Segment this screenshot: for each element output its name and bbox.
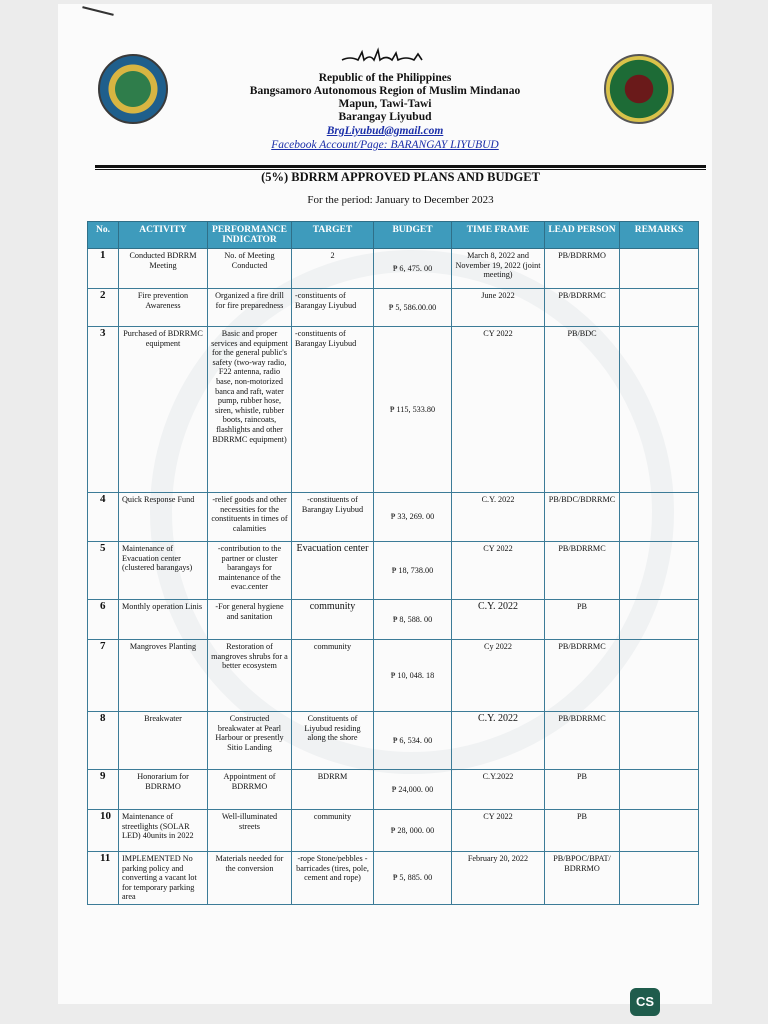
cell-timeframe: CY 2022 bbox=[452, 542, 545, 600]
cell-no: 11 bbox=[88, 852, 119, 905]
cell-activity: Breakwater bbox=[119, 712, 208, 770]
table-row bbox=[88, 810, 699, 852]
cell-lead: PB/BDRRMO bbox=[545, 249, 620, 289]
cell-activity: Purchased of BDRRMC equipment bbox=[119, 327, 208, 493]
table-row bbox=[88, 327, 699, 493]
cell-indicator: Well-illuminated streets bbox=[208, 810, 292, 852]
cell-timeframe: C.Y. 2022 bbox=[452, 493, 545, 542]
cell-no: 9 bbox=[88, 770, 119, 810]
document-title: (5%) BDRRM APPROVED PLANS AND BUDGET bbox=[261, 170, 540, 184]
cell-budget: ₱ 24,000. 00 bbox=[374, 770, 452, 810]
cell-remarks bbox=[620, 327, 699, 493]
cell-indicator: Appointment of BDRRMO bbox=[208, 770, 292, 810]
cell-target: community bbox=[292, 810, 374, 852]
cell-activity: Monthly operation Linis bbox=[119, 600, 208, 640]
cell-activity: Mangroves Planting bbox=[119, 640, 208, 712]
column-header-remarks: REMARKS bbox=[620, 222, 699, 249]
cell-target: Evacuation center bbox=[292, 542, 374, 600]
cell-timeframe: C.Y.2022 bbox=[452, 770, 545, 810]
cell-indicator: Restoration of mangroves shrubs for a better ecosystem bbox=[208, 640, 292, 712]
cell-timeframe: C.Y. 2022 bbox=[452, 600, 545, 640]
table-row bbox=[88, 640, 699, 712]
cell-target: BDRRM bbox=[292, 770, 374, 810]
cell-timeframe: March 8, 2022 and November 19, 2022 (joint meeting) bbox=[452, 249, 545, 289]
cell-no: 1 bbox=[88, 249, 119, 289]
cell-lead: PB/BPOC/BPAT/ BDRRMO bbox=[545, 852, 620, 905]
cell-timeframe: C.Y. 2022 bbox=[452, 712, 545, 770]
cell-budget: ₱ 6, 475. 00 bbox=[374, 249, 452, 289]
cell-budget: ₱ 5, 586.00.00 bbox=[374, 289, 452, 327]
cell-timeframe: February 20, 2022 bbox=[452, 852, 545, 905]
cell-budget: ₱ 8, 588. 00 bbox=[374, 600, 452, 640]
column-header-timeframe: TIME FRAME bbox=[452, 222, 545, 249]
cell-budget: ₱ 115, 533.80 bbox=[374, 327, 452, 493]
cell-remarks bbox=[620, 600, 699, 640]
cell-budget: ₱ 6, 534. 00 bbox=[374, 712, 452, 770]
cell-activity: Honorarium for BDRRMO bbox=[119, 770, 208, 810]
cell-remarks bbox=[620, 542, 699, 600]
barangay-seal-icon bbox=[98, 54, 168, 124]
cell-target: Constituents of Liyubud residing along the shore bbox=[292, 712, 374, 770]
cell-remarks bbox=[620, 852, 699, 905]
column-header-no: No. bbox=[88, 222, 119, 249]
header-email-link[interactable]: BrgLiyubud@gmail.com bbox=[326, 125, 444, 137]
cell-lead: PB/BDC/BDRRMC bbox=[545, 493, 620, 542]
cell-remarks bbox=[620, 289, 699, 327]
column-header-lead: LEAD PERSON bbox=[545, 222, 620, 249]
cell-no: 3 bbox=[88, 327, 119, 493]
header-region: Bangsamoro Autonomous Region of Muslim Mindanao bbox=[249, 85, 521, 97]
cell-lead: PB bbox=[545, 600, 620, 640]
header-municipality: Mapun, Tawi-Tawi bbox=[338, 98, 432, 110]
cell-activity: Conducted BDRRM Meeting bbox=[119, 249, 208, 289]
cell-no: 8 bbox=[88, 712, 119, 770]
cell-activity: IMPLEMENTED No parking policy and converting a vacant lot for temporary parking area bbox=[119, 852, 208, 905]
bangsamoro-seal-icon bbox=[604, 54, 674, 124]
table-row bbox=[88, 600, 699, 640]
cell-remarks bbox=[620, 712, 699, 770]
cell-lead: PB/BDRRMC bbox=[545, 640, 620, 712]
cell-budget: ₱ 5, 885. 00 bbox=[374, 852, 452, 905]
cell-timeframe: Cy 2022 bbox=[452, 640, 545, 712]
table-row bbox=[88, 249, 699, 289]
cell-indicator: Organized a fire drill for fire preparedness bbox=[208, 289, 292, 327]
cell-target: 2 bbox=[292, 249, 374, 289]
cell-indicator: Materials needed for the conversion bbox=[208, 852, 292, 905]
cell-target: community bbox=[292, 600, 374, 640]
cell-remarks bbox=[620, 640, 699, 712]
cell-no: 4 bbox=[88, 493, 119, 542]
cell-budget: ₱ 18, 738.00 bbox=[374, 542, 452, 600]
cell-no: 5 bbox=[88, 542, 119, 600]
cell-remarks bbox=[620, 810, 699, 852]
cell-activity: Maintenance of Evacuation center (clustered barangays) bbox=[119, 542, 208, 600]
cell-timeframe: CY 2022 bbox=[452, 327, 545, 493]
table-row bbox=[88, 542, 699, 600]
cell-lead: PB/BDRRMC bbox=[545, 712, 620, 770]
cell-budget: ₱ 28, 000. 00 bbox=[374, 810, 452, 852]
cell-budget: ₱ 33, 269. 00 bbox=[374, 493, 452, 542]
cell-target: -constituents of Barangay Liyubud bbox=[292, 327, 374, 493]
header-republic: Republic of the Philippines bbox=[318, 72, 452, 84]
table-row bbox=[88, 289, 699, 327]
table-row bbox=[88, 712, 699, 770]
column-header-budget: BUDGET bbox=[374, 222, 452, 249]
cell-target: -constituents of Barangay Liyubud bbox=[292, 289, 374, 327]
cell-no: 10 bbox=[88, 810, 119, 852]
cell-indicator: No. of Meeting Conducted bbox=[208, 249, 292, 289]
cell-lead: PB/BDRRMC bbox=[545, 542, 620, 600]
table-row bbox=[88, 770, 699, 810]
cell-timeframe: CY 2022 bbox=[452, 810, 545, 852]
cell-indicator: -contribution to the partner or cluster barangays for maintenance of the evac.center bbox=[208, 542, 292, 600]
cell-remarks bbox=[620, 249, 699, 289]
table-header-row bbox=[88, 222, 699, 249]
cell-lead: PB/BDRRMC bbox=[545, 289, 620, 327]
cell-activity: Quick Response Fund bbox=[119, 493, 208, 542]
camscanner-badge: CS bbox=[630, 988, 660, 1016]
column-header-target: TARGET bbox=[292, 222, 374, 249]
cell-budget: ₱ 10, 048. 18 bbox=[374, 640, 452, 712]
cell-lead: PB bbox=[545, 810, 620, 852]
cell-activity: Fire prevention Awareness bbox=[119, 289, 208, 327]
arabic-calligraphy-icon bbox=[340, 44, 424, 64]
cell-indicator: Basic and proper services and equipment for the general public's safety (two-way radio, F22 antenna, radio base, non-motorized banca and raft, water pump, rubber hose, siren, whistle, rubber boots, raincoats, flashlights and other BDRRMC equipment) bbox=[208, 327, 292, 493]
cell-lead: PB/BDC bbox=[545, 327, 620, 493]
cell-no: 6 bbox=[88, 600, 119, 640]
cell-no: 7 bbox=[88, 640, 119, 712]
header-barangay: Barangay Liyubud bbox=[338, 111, 432, 123]
cell-remarks bbox=[620, 770, 699, 810]
cell-indicator: -For general hygiene and sanitation bbox=[208, 600, 292, 640]
cell-no: 2 bbox=[88, 289, 119, 327]
cell-target: -rope Stone/pebbles -barricades (tires, pole, cement and rope) bbox=[292, 852, 374, 905]
document-period: For the period: January to December 2023 bbox=[307, 194, 494, 206]
table-row bbox=[88, 493, 699, 542]
cell-target: community bbox=[292, 640, 374, 712]
cell-remarks bbox=[620, 493, 699, 542]
cell-target: -constituents of Barangay Liyubud bbox=[292, 493, 374, 542]
column-header-indicator: PERFORMANCE INDICATOR bbox=[208, 222, 292, 249]
cell-indicator: -relief goods and other necessities for the constituents in times of calamities bbox=[208, 493, 292, 542]
table-row bbox=[88, 852, 699, 905]
header-facebook-link[interactable]: Facebook Account/Page: BARANGAY LIYUBUD bbox=[271, 139, 499, 151]
cell-lead: PB bbox=[545, 770, 620, 810]
budget-table bbox=[87, 221, 699, 905]
cell-timeframe: June 2022 bbox=[452, 289, 545, 327]
cell-activity: Maintenance of streetlights (SOLAR LED) 40units in 2022 bbox=[119, 810, 208, 852]
column-header-activity: ACTIVITY bbox=[119, 222, 208, 249]
cell-indicator: Constructed breakwater at Pearl Harbour or presently Sitio Landing bbox=[208, 712, 292, 770]
header-divider bbox=[95, 165, 706, 168]
